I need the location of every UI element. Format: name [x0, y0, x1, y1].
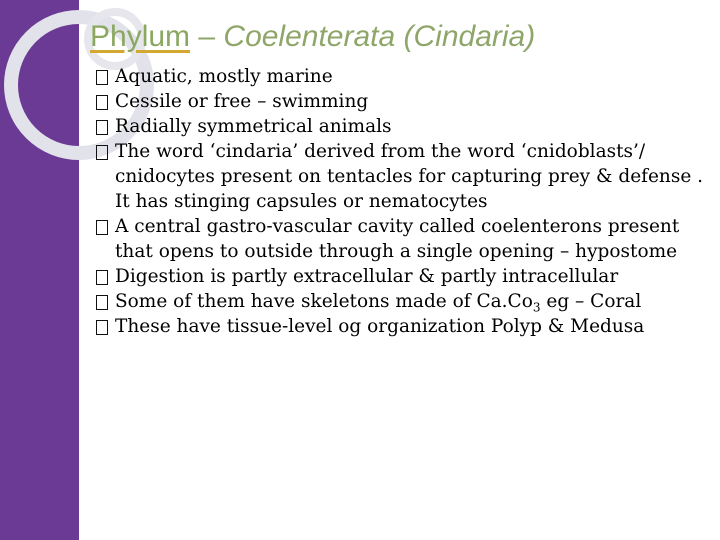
bullet-text: Digestion is partly extracellular & partly intracellular: [115, 266, 619, 287]
bullet-item-organization: [94, 314, 718, 339]
square-bullet-icon: [96, 295, 108, 310]
bullet-text: A central gastro-vascular cavity called coelenterons present that opens to outside through a single opening – hypostome: [115, 216, 680, 262]
square-bullet-icon: [96, 220, 108, 235]
bullet-item-cessile: [94, 89, 718, 114]
title-rest: – Coelenterata (Cindaria): [190, 20, 536, 53]
bullet-text-after: eg – Coral: [540, 291, 642, 312]
bullet-text: These have tissue-level og organization Polyp & Medusa: [115, 316, 645, 337]
bullet-text: Aquatic, mostly marine: [115, 66, 333, 87]
square-bullet-icon: [96, 320, 108, 335]
bullet-item-cindaria-origin: [94, 139, 718, 214]
bullet-text: Radially symmetrical animals: [115, 116, 392, 137]
square-bullet-icon: [96, 270, 108, 285]
bullet-item-skeletons: [94, 289, 718, 314]
subscript-three: 3: [532, 300, 541, 315]
square-bullet-icon: [96, 70, 108, 85]
slide-title: [90, 20, 535, 55]
bullet-item-symmetry: [94, 114, 718, 139]
bullet-text: [115, 291, 642, 315]
bullet-text: Cessile or free – swimming: [115, 91, 369, 112]
square-bullet-icon: [96, 145, 108, 160]
square-bullet-icon: [96, 120, 108, 135]
bullet-text: The word ‘cindaria’ derived from the word ‘cnidoblasts’/ cnidocytes present on tentacles for capturing prey & defense . It has stinging capsules or nematocytes: [115, 141, 704, 212]
bullet-list: [94, 64, 718, 339]
bullet-text-before: Some of them have skeletons made of Ca.Co: [115, 291, 533, 312]
bullet-item-aquatic: [94, 64, 718, 89]
bullet-item-digestion: [94, 264, 718, 289]
square-bullet-icon: [96, 95, 108, 110]
bullet-item-gastro-vascular: [94, 214, 718, 264]
title-main: Phylum: [90, 20, 191, 53]
